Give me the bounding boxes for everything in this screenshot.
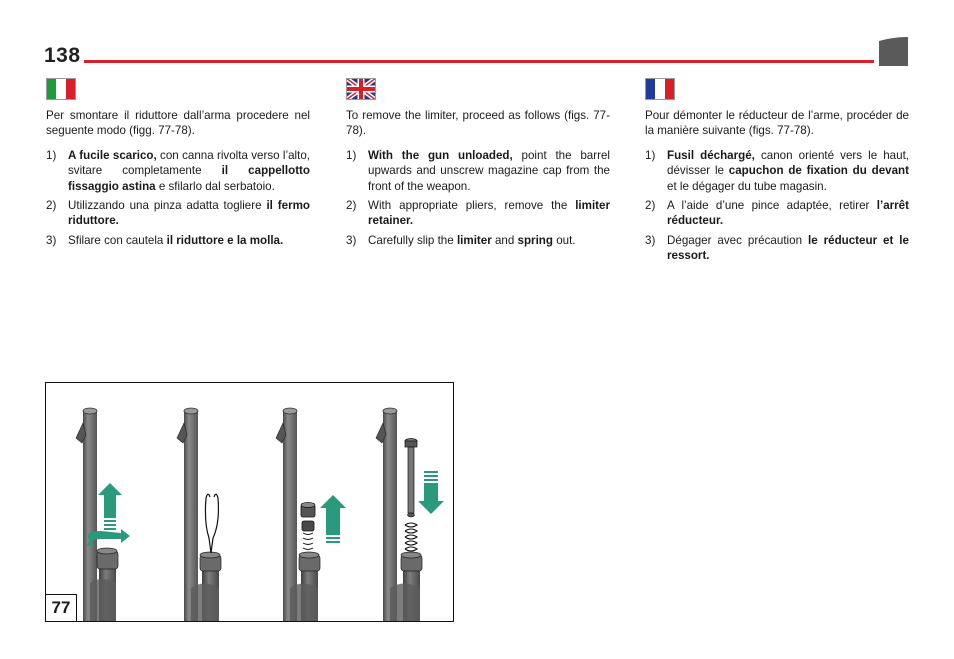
step-text bbox=[68, 149, 310, 193]
limiter-cap-icon bbox=[301, 503, 315, 550]
intro-text: To remove the limiter, proceed as follows (figs. 77-78). bbox=[346, 109, 610, 138]
step-text-segment: canon orienté vers le haut, dévisser le bbox=[667, 148, 910, 178]
emphasis-text: le réducteur et le ressort. bbox=[667, 233, 909, 263]
emphasis-text: A fucile scarico, bbox=[68, 148, 157, 162]
step-text bbox=[368, 149, 610, 193]
step-number: 1) bbox=[645, 148, 656, 162]
arrow-down-icon bbox=[418, 471, 444, 514]
step-number: 2) bbox=[645, 199, 656, 213]
emphasis-text: il riduttore e la molla. bbox=[166, 233, 284, 247]
france-flag-icon bbox=[645, 78, 675, 100]
step-text-segment: A l’aide d’une pince adaptée, retirer bbox=[667, 199, 877, 213]
step-number: 2) bbox=[46, 199, 57, 213]
step-text bbox=[667, 149, 909, 193]
step-text bbox=[68, 199, 310, 227]
step-text-segment: Sfilare con cautela bbox=[68, 233, 167, 247]
emphasis-text: capuchon de fixation du devant bbox=[728, 164, 909, 178]
list-item bbox=[346, 148, 610, 194]
emphasis-text: spring bbox=[517, 233, 553, 247]
italy-flag-icon bbox=[46, 78, 76, 100]
step-number: 1) bbox=[46, 148, 57, 162]
step-text bbox=[667, 234, 909, 262]
step-text-segment: et le dégager du tube magasin. bbox=[667, 179, 827, 193]
emphasis-text: l’arrêt réducteur. bbox=[667, 199, 909, 228]
step-text-segment: Utilizzando una pinza adatta togliere bbox=[68, 199, 267, 213]
corner-tab-icon bbox=[879, 37, 908, 66]
emphasis-text: il cappellotto fissaggio astina bbox=[68, 164, 311, 193]
figure-label: 77 bbox=[46, 594, 77, 621]
list-item bbox=[645, 198, 909, 229]
pliers-icon bbox=[205, 494, 218, 553]
step-text bbox=[368, 234, 576, 247]
list-item bbox=[346, 233, 610, 248]
emphasis-text: Fusil déchargé, bbox=[667, 148, 755, 162]
step-number: 3) bbox=[346, 233, 357, 247]
step-list bbox=[46, 148, 310, 248]
step-number: 3) bbox=[645, 233, 656, 247]
step-text bbox=[368, 199, 610, 227]
emphasis-text: limiter retainer. bbox=[368, 199, 610, 228]
header-rule bbox=[84, 60, 874, 63]
step-text-segment: con canna rivolta verso l’alto, svitare completamente bbox=[68, 148, 310, 178]
step-text-segment: Dégager avec précaution bbox=[667, 233, 808, 247]
step-text-segment: out. bbox=[552, 233, 576, 247]
limiter-rod-icon bbox=[405, 439, 417, 518]
arrow-up-icon bbox=[98, 483, 122, 530]
list-item bbox=[46, 233, 310, 248]
step-number: 1) bbox=[346, 148, 357, 162]
emphasis-text: With the gun unloaded, bbox=[368, 148, 513, 162]
step-text bbox=[68, 234, 283, 247]
intro-text: Per smontare il riduttore dall’arma procedere nel seguente modo (figg. 77-78). bbox=[46, 109, 310, 138]
list-item bbox=[645, 148, 909, 194]
step-text-segment: e sfilarlo dal serbatoio. bbox=[155, 179, 275, 193]
column-english bbox=[346, 78, 610, 252]
emphasis-text: limiter bbox=[456, 233, 492, 247]
uk-flag-icon bbox=[346, 78, 376, 100]
list-item bbox=[46, 148, 310, 194]
step-list bbox=[645, 148, 909, 264]
spring-icon bbox=[405, 523, 417, 551]
barrel-panel-2 bbox=[177, 408, 221, 622]
emphasis-text: il fermo riduttore. bbox=[68, 199, 310, 228]
step-number: 2) bbox=[346, 199, 357, 213]
list-item bbox=[645, 233, 909, 264]
step-text bbox=[667, 199, 909, 227]
step-list bbox=[346, 148, 610, 248]
figure-77 bbox=[45, 382, 454, 622]
step-number: 3) bbox=[46, 233, 57, 247]
arrow-up-icon bbox=[320, 495, 346, 543]
disassembly-illustration bbox=[46, 383, 454, 622]
intro-text: Pour démonter le réducteur de l’arme, procéder de la manière suivante (figs. 77-78). bbox=[645, 109, 909, 138]
step-text-segment: With appropriate pliers, remove the bbox=[368, 199, 576, 213]
column-french bbox=[645, 78, 909, 268]
list-item bbox=[46, 198, 310, 229]
page-number: 138 bbox=[44, 44, 81, 67]
step-text-segment: Carefully slip the bbox=[368, 233, 457, 247]
column-italian bbox=[46, 78, 310, 252]
step-text-segment: and bbox=[491, 233, 518, 247]
step-text-segment: point the barrel upwards and unscrew magazine cap from the front of the weapon. bbox=[368, 148, 610, 193]
list-item bbox=[346, 198, 610, 229]
